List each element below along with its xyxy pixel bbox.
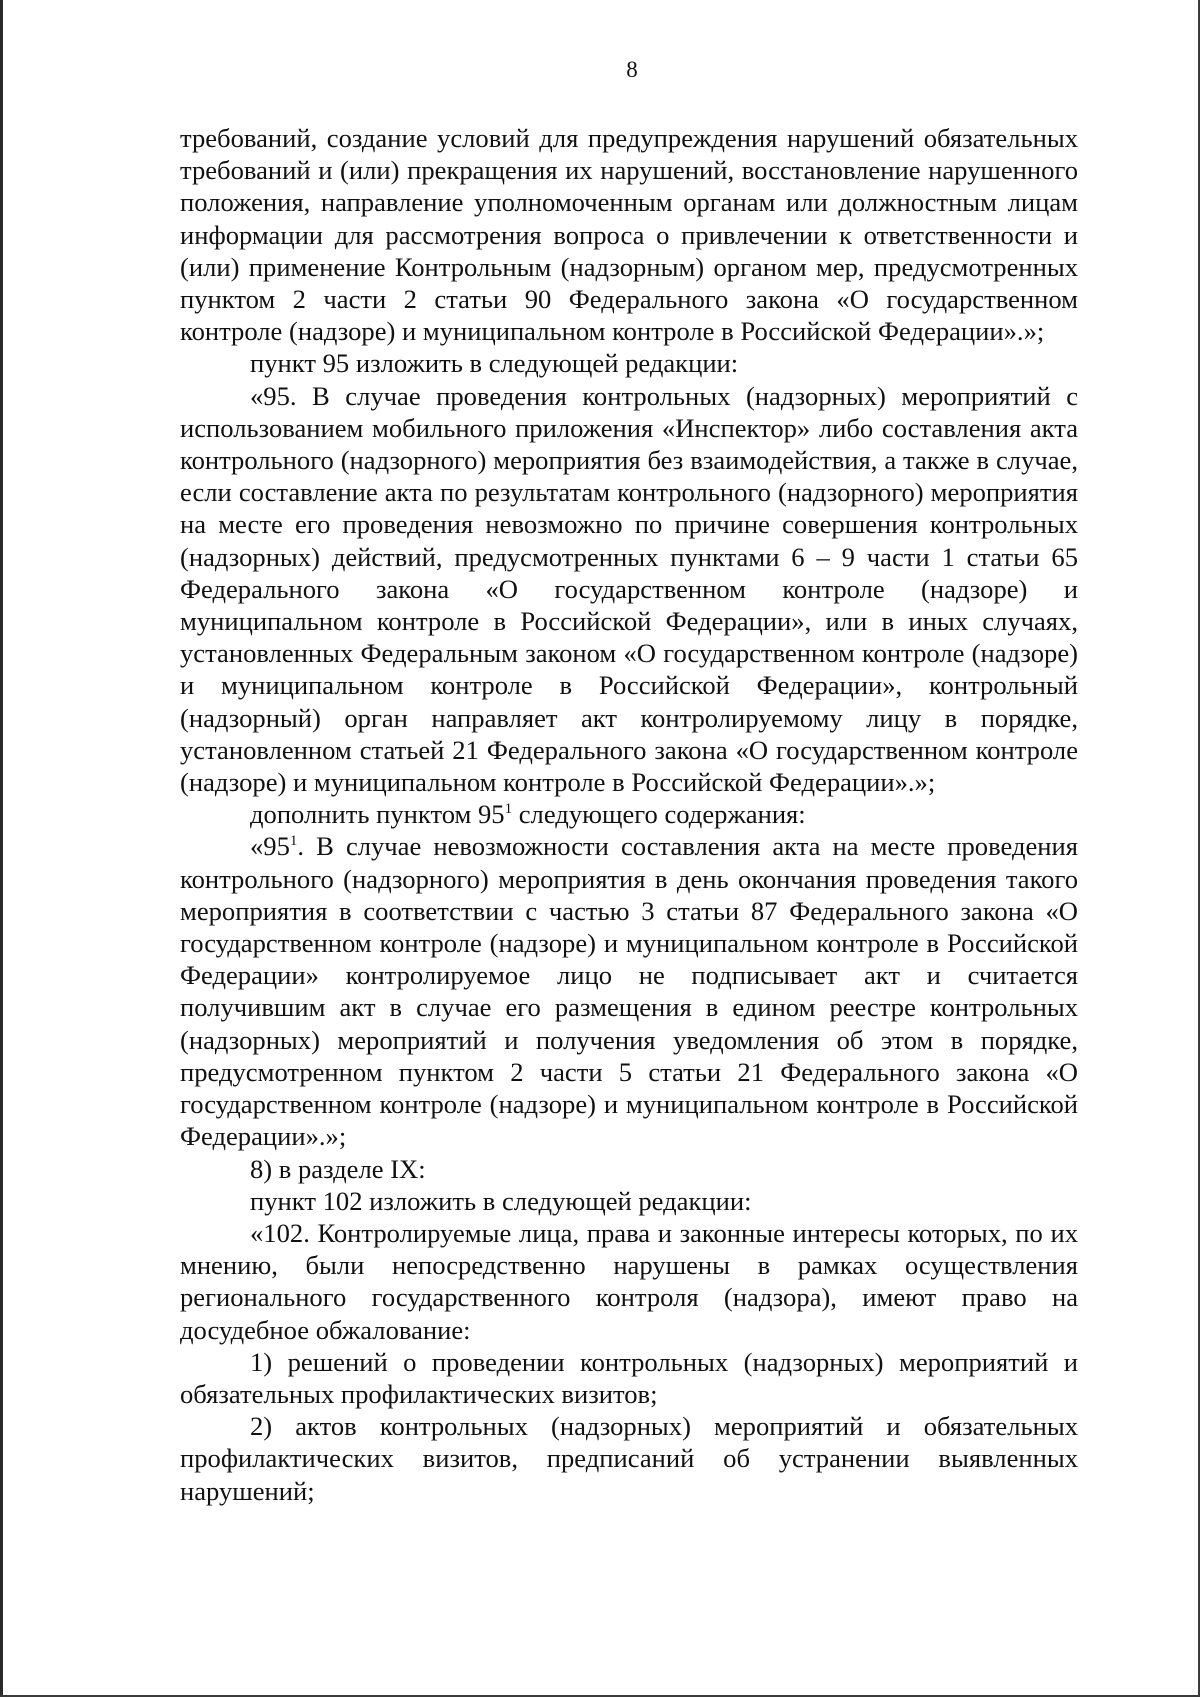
paragraph-text: дополнить пунктом 95 (250, 799, 505, 830)
paragraph-item-102: «102. Контролируемые лица, права и законные интересы которых, по их мнению, были непосредственно нарушены в рамках осуществления регионального государственного контроля (надзора), имеют право на досудебное обжалование: (180, 1217, 1078, 1345)
paragraph-item-95-1-intro (180, 798, 1078, 830)
paragraph-item-95-intro: пункт 95 изложить в следующей редакции: (250, 348, 739, 379)
paragraph-text: «95 (250, 831, 290, 862)
paragraph-continuation: требований, создание условий для предупреждения нарушений обязательных требований и (или) прекращения их нарушений, восстановление нарушенного положения, направление уполномоченным органам или должностным лицам информации для рассмотрения вопроса о привлечении к ответственности и (или) применение Контрольным (надзорным) органом мер, предусмотренных пунктом 2 части 2 статьи 90 Федерального закона «О государственном контроле (надзоре) и муниципальном контроле в Российской Федерации».»; (180, 123, 1078, 347)
paragraph-text: следующего содержания: (512, 799, 806, 830)
document-body (180, 122, 1078, 1507)
scan-border-left (0, 0, 3, 1697)
paragraph-item-95: «95. В случае проведения контрольных (надзорных) мероприятий с использованием мобильного приложения «Инспектор» либо составления акта контрольного (надзорного) мероприятия без взаимодействия, а также в случае, если составление акта по результатам контрольного (надзорного) мероприятия на месте его проведения невозможно по причине совершения контрольных (надзорных) действий, предусмотренных пунктами 6 – 9 части 1 статьи 65 Федерального закона «О государственном контроле (надзоре) и муниципальном контроле в Российской Федерации», или в иных случаях, установленных Федеральным законом «О государственном контроле (надзоре) и муниципальном контроле в Российской Федерации», контрольный (надзорный) орган направляет акт контролируемому лицу в порядке, установленном статьей 21 Федерального закона «О государственном контроле (надзоре) и муниципальном контроле в Российской Федерации».»; (180, 380, 1078, 798)
paragraph-item-95-1 (180, 830, 1078, 1152)
paragraph-section-ix: 8) в разделе IX: (250, 1153, 426, 1184)
superscript: 1 (289, 833, 298, 850)
page-number: 8 (626, 57, 638, 82)
superscript: 1 (504, 801, 513, 818)
paragraph-text: . В случае невозможности составления акта на месте проведения контрольного (надзорного) мероприятия в день окончания проведения такого мероприятия в соответствии с частью 3 статьи 87 Федерального закона «О государственном контроле (надзоре) и муниципальном контроле в Российской Федерации» контролируемое лицо не подписывает акт и считается получившим акт в случае его размещения в едином реестре контрольных (надзорных) мероприятий и получения уведомления об этом в порядке, предусмотренном пунктом 2 части 5 статьи 21 Федерального закона «О государственном контроле (надзоре) и муниципальном контроле в Российской Федерации».»; (180, 831, 1078, 1152)
paragraph-subitem-2: 2) актов контрольных (надзорных) мероприятий и обязательных профилактических визитов, предписаний об устранении выявленных нарушений; (180, 1411, 1078, 1506)
paragraph-item-102-intro: пункт 102 изложить в следующей редакции: (250, 1185, 752, 1216)
paragraph-subitem-1: 1) решений о проведении контрольных (надзорных) мероприятий и обязательных профилактических визитов; (180, 1346, 1078, 1409)
